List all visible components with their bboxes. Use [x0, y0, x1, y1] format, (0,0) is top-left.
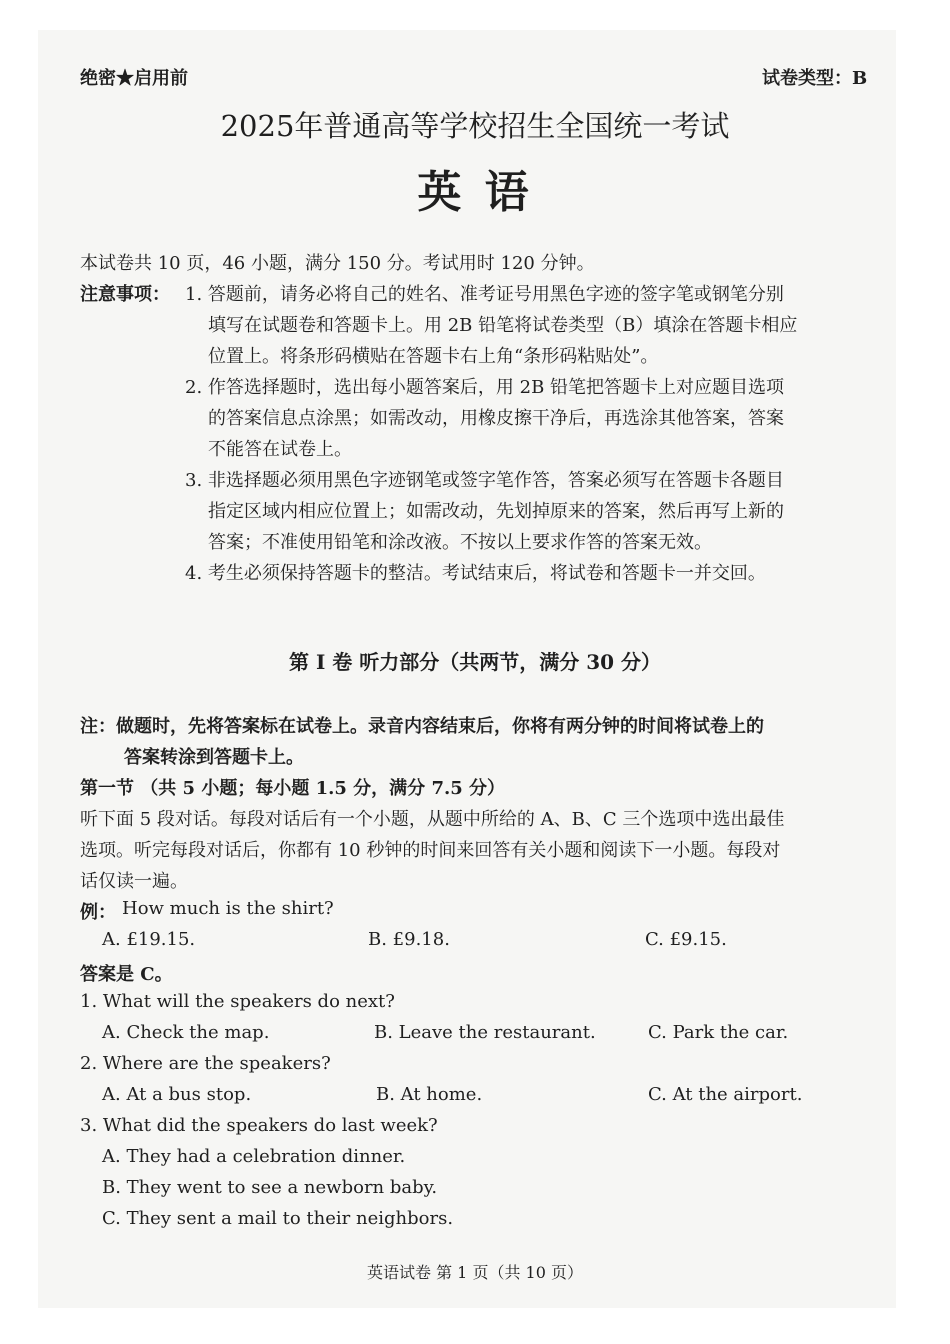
section1-title: 第一节 （共 5 小题；每小题 1.5 分，满分 7.5 分）: [80, 778, 506, 799]
page-footer: 英语试卷 第 1 页（共 10 页）: [367, 1263, 583, 1282]
section1-instruction-line: 选项。听完每段对话后，你都有 10 秒钟的时间来回答有关小题和阅读下一小题。每段对: [80, 840, 781, 861]
note-line: 指定区域内相应位置上；如需改动，先划掉原来的答案，然后再写上新的: [208, 501, 784, 522]
note-line: 填写在试题卷和答题卡上。用 2B 铅笔将试卷类型（B）填涂在答题卡相应: [208, 315, 798, 336]
question-option-c: C. They sent a mail to their neighbors.: [102, 1208, 454, 1229]
example-question: How much is the shirt?: [122, 898, 334, 919]
note-line: 3. 非选择题必须用黑色字迹钢笔或签字笔作答，答案必须写在答题卡各题目: [185, 470, 784, 491]
part1-title: 第 I 卷 听力部分（共两节，满分 30 分）: [288, 650, 661, 674]
subject-title: 英 语: [417, 167, 533, 218]
confidential-label: 绝密★启用前: [80, 68, 188, 89]
exam-intro: 本试卷共 10 页，46 小题，满分 150 分。考试用时 120 分钟。: [80, 253, 595, 274]
section1-instruction-line: 话仅读一遍。: [80, 871, 188, 892]
note-line: 4. 考生必须保持答题卡的整洁。考试结束后，将试卷和答题卡一并交回。: [185, 563, 766, 584]
note-line: 的答案信息点涂黑；如需改动，用橡皮擦干净后，再选涂其他答案，答案: [208, 408, 784, 429]
question-option-a: A. They had a celebration dinner.: [102, 1146, 406, 1167]
part1-note-line: 注：做题时，先将答案标在试卷上。录音内容结束后，你将有两分钟的时间将试卷上的: [80, 716, 764, 737]
question-text: 1. What will the speakers do next?: [80, 991, 395, 1012]
note-line: 不能答在试卷上。: [208, 439, 352, 460]
example-answer: 答案是 C。: [80, 964, 173, 985]
question-option-c: C. Park the car.: [648, 1022, 789, 1043]
notes-label: 注意事项：: [80, 284, 170, 305]
question-option-a: A. Check the map.: [102, 1022, 270, 1043]
section1-instruction-line: 听下面 5 段对话。每段对话后有一个小题，从题中所给的 A、B、C 三个选项中选出最佳: [80, 809, 785, 830]
exam-title: 2025年普通高等学校招生全国统一考试: [220, 109, 730, 143]
paper-type-label: 试卷类型：B: [762, 68, 868, 89]
example-option-a: A. £19.15.: [102, 929, 196, 950]
example-option-b: B. £9.18.: [368, 929, 450, 950]
example-option-c: C. £9.15.: [645, 929, 727, 950]
example-label: 例：: [80, 902, 116, 923]
note-line: 答案；不准使用铅笔和涂改液。不按以上要求作答的答案无效。: [208, 532, 712, 553]
question-option-b: B. At home.: [376, 1084, 483, 1105]
question-text: 3. What did the speakers do last week?: [80, 1115, 438, 1136]
question-option-b: B. Leave the restaurant.: [374, 1022, 596, 1043]
part1-note-line: 答案转涂到答题卡上。: [124, 747, 304, 768]
question-option-b: B. They went to see a newborn baby.: [102, 1177, 438, 1198]
note-line: 1. 答题前，请务必将自己的姓名、准考证号用黑色字迹的签字笔或钢笔分别: [185, 284, 784, 305]
question-option-a: A. At a bus stop.: [102, 1084, 252, 1105]
question-text: 2. Where are the speakers?: [80, 1053, 331, 1074]
note-line: 2. 作答选择题时，选出每小题答案后，用 2B 铅笔把答题卡上对应题目选项: [185, 377, 785, 398]
question-option-c: C. At the airport.: [648, 1084, 803, 1105]
note-line: 位置上。将条形码横贴在答题卡右上角“条形码粘贴处”。: [208, 346, 659, 367]
